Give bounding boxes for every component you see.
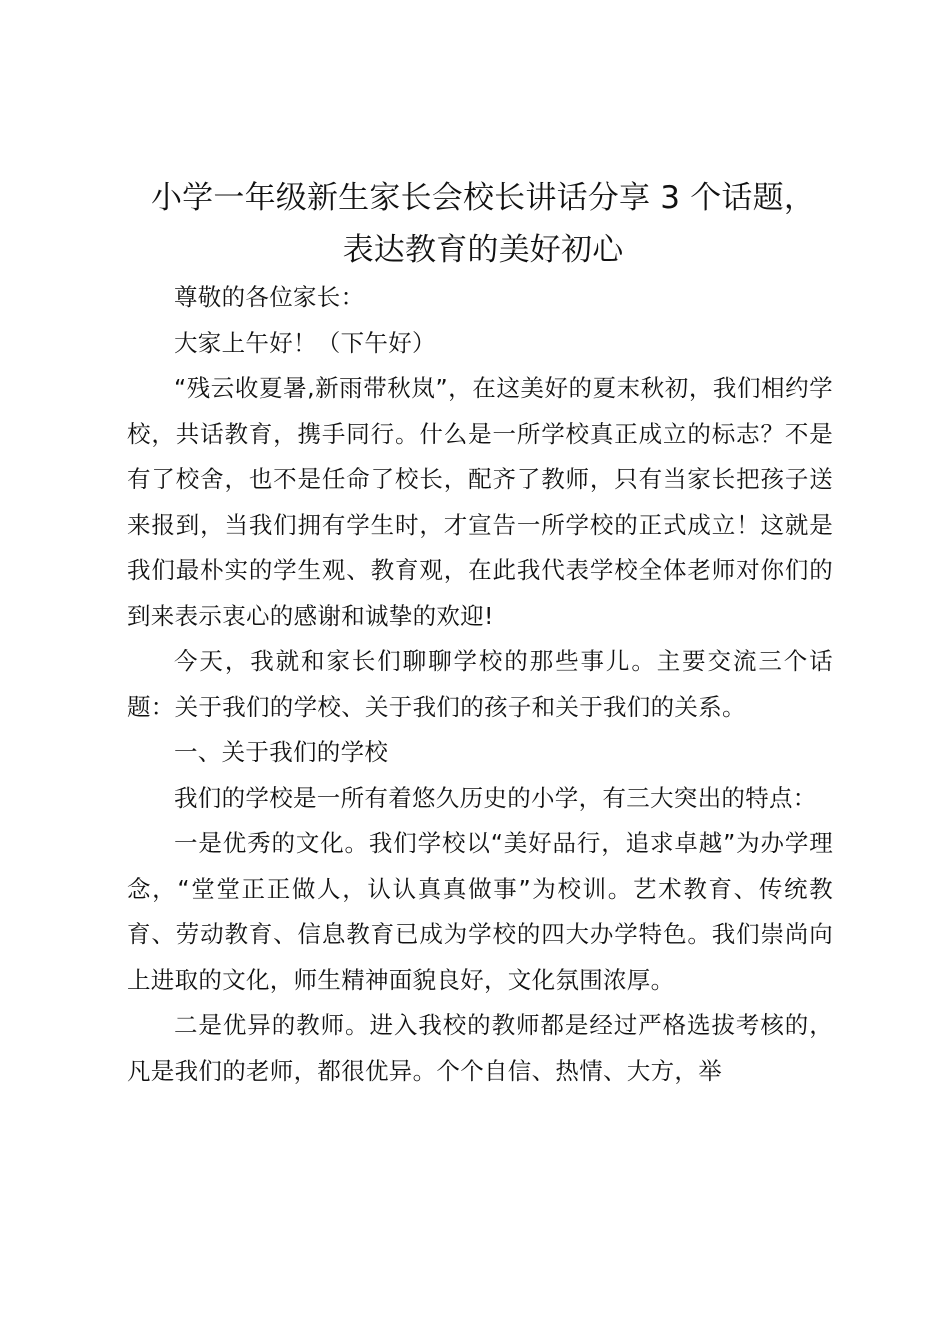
paragraph-school-features: 我们的学校是一所有着悠久历史的小学，有三大突出的特点： xyxy=(174,783,817,812)
section-heading: 一、关于我们的学校 xyxy=(174,738,389,766)
paragraph-topics: 今天，我就和家长们聊聊学校的那些事儿。主要交流三个话题：关于我们的学校、关于我们的孩子和关于我们的关系。 xyxy=(127,647,833,721)
title-line-2: 表达教育的美好初心 xyxy=(342,232,624,268)
document-body xyxy=(127,275,833,1094)
salutation: 尊敬的各位家长： xyxy=(174,283,365,311)
title-line-1: 小学一年级新生家长会校长讲话分享 3 个话题， xyxy=(150,180,816,216)
greeting: 大家上午好！（下午好） xyxy=(174,328,436,357)
paragraph-opening: “残云收夏暑,新雨带秋岚”，在这美好的夏末秋初，我们相约学校，共话教育，携手同行。什么是一所学校真正成立的标志？不是有了校舍，也不是任命了校长，配齐了教师，只有当家长把孩子送来报到，当我们拥有学生时，才宣告一所学校的正式成立！这就是我们最朴实的学生观、教育观，在此我代表学校全体老师对你们的到来表示衷心的感谢和诚挚的欢迎! xyxy=(127,374,833,630)
paragraph-culture: 一是优秀的文化。我们学校以“美好品行，追求卓越”为办学理念，“堂堂正正做人，认认真真做事”为校训。艺术教育、传统教育、劳动教育、信息教育已成为学校的四大办学特色。我们崇尚向上进取的文化，师生精神面貌良好，文化氛围浓厚。 xyxy=(127,829,833,994)
paragraph-teachers: 二是优异的教师。进入我校的教师都是经过严格选拔考核的，凡是我们的老师，都很优异。个个自信、热情、大方，举 xyxy=(127,1011,833,1085)
document-title xyxy=(118,172,848,276)
